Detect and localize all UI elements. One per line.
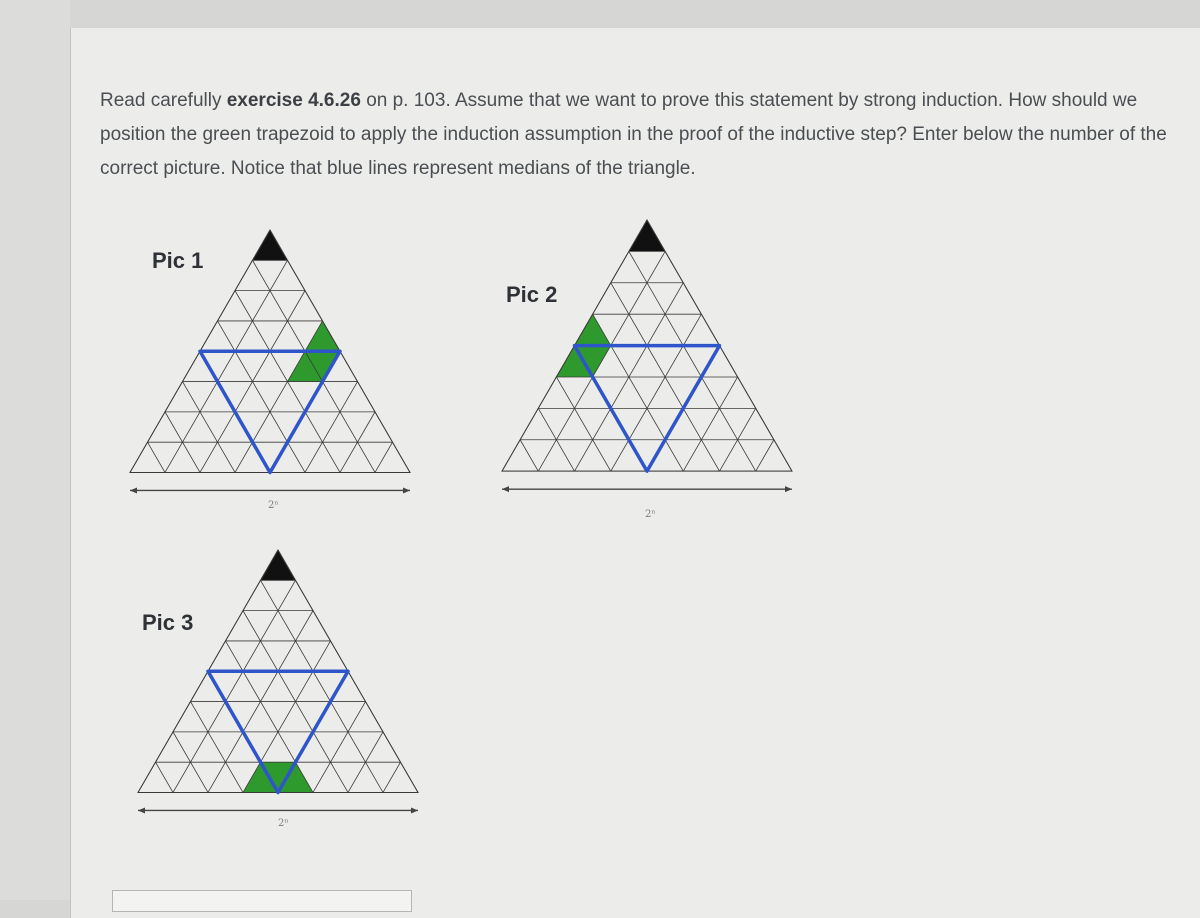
pic-3-size-label: 2ⁿ (278, 818, 289, 829)
arrowhead-right (411, 807, 418, 813)
apex-triangle (253, 230, 288, 260)
grid-line (538, 251, 665, 471)
green-trapezoid (243, 762, 313, 792)
exercise-reference: exercise 4.6.26 (226, 90, 361, 111)
grid-line (218, 321, 306, 473)
grid-line (375, 442, 393, 472)
question-text (100, 84, 1180, 186)
grid-line (156, 762, 174, 792)
pic-2-figure (495, 215, 805, 525)
pic-3-figure (130, 540, 430, 840)
pic-3-label: Pic 3 (142, 610, 194, 635)
grid-line (173, 580, 296, 792)
left-margin (0, 0, 70, 900)
arrowhead-right (403, 487, 410, 493)
grid-line (593, 314, 684, 471)
apex-triangle (629, 220, 665, 251)
grid-line (756, 440, 774, 471)
pic-1-size-label: 2ⁿ (268, 500, 279, 511)
grid-line (261, 580, 384, 792)
pic-2-label: Pic 2 (506, 282, 558, 307)
pic-2-size-label: 2ⁿ (645, 509, 656, 520)
arrowhead-left (138, 807, 145, 813)
apex-triangle (261, 550, 296, 580)
pic-1-figure (120, 220, 420, 520)
answer-input[interactable] (112, 890, 412, 912)
grid-line (611, 314, 702, 471)
grid-line (148, 442, 166, 472)
question-text-part2: on p. 103. Assume that we want to prove this statement by strong induction. How should we position the green trapezoid to apply the induction assumption in the proof of the inductive step? Enter below the number of the correct picture. Notice that blue lines represent medians of the triangle. (100, 90, 1167, 179)
grid-line (253, 260, 376, 472)
grid-line (165, 260, 288, 472)
grid-line (383, 762, 401, 792)
arrowhead-left (502, 486, 509, 492)
grid-line (629, 251, 756, 471)
grid-line (520, 440, 538, 471)
arrowhead-left (130, 487, 137, 493)
arrowhead-right (785, 486, 792, 492)
grid-line (235, 321, 323, 473)
question-text-part1: Read carefully (100, 90, 227, 111)
pic-1-label: Pic 1 (152, 248, 204, 273)
